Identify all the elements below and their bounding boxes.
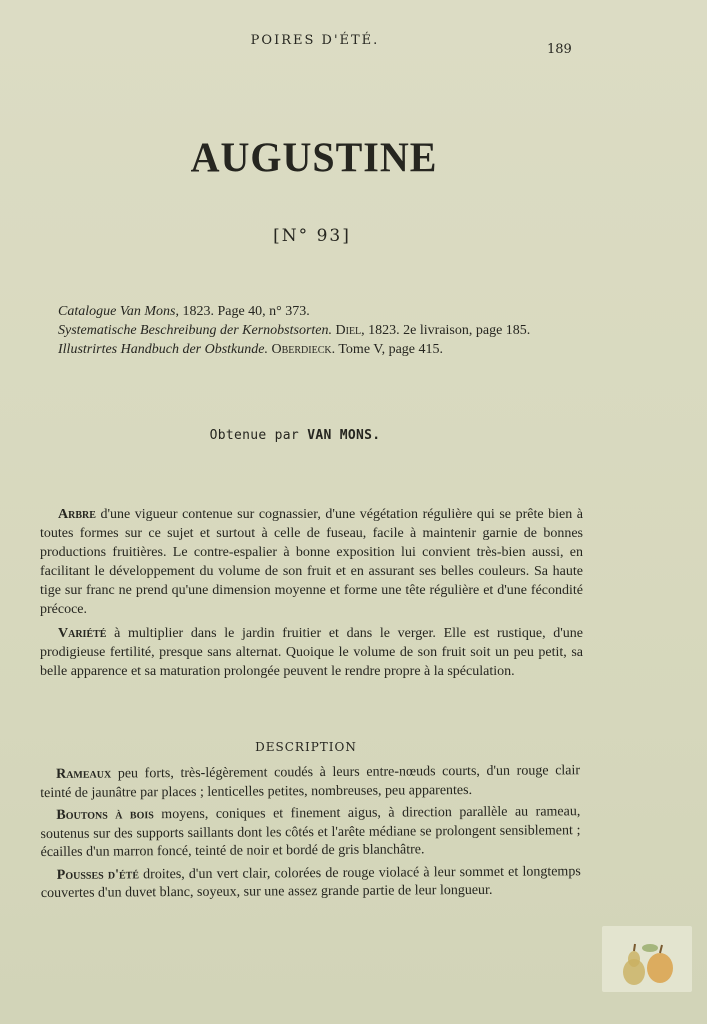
page-number: 189 (547, 42, 572, 57)
page-title: AUGUSTINE (190, 133, 438, 182)
reference-1: Catalogue Van Mons, 1823. Page 40, n° 373. (58, 304, 310, 319)
reference-3: Illustrirtes Handbuch der Obstkunde. Oberdieck. Tome V, page 415. (58, 342, 444, 357)
section-heading: DESCRIPTION (255, 740, 357, 754)
description-text (40, 762, 581, 907)
pear-logo-icon (602, 926, 692, 992)
description-rameaux: Rameaux peu forts, très-légèrement coudés à leurs entre-nœuds courts, d'un rouge clair teinté de jaunâtre par places ; lenticelles petites, nombreuses, peu apparentes. (40, 763, 581, 801)
paragraph-arbre: Arbre d'une vigueur contenue sur cognassier, d'une végétation régulière qui se prête bien à toutes formes sur ce sujet et surtout à celle de fuseau, facile à maintenir garnie de bonnes productions fruitières. Le contre-espalier à bonne exposition lui convient très-bien aussi, en facilitant le développement du volume de son fruit et en assurant ses belles couleurs. Sa haute tige sur franc ne prend qu'une dimension moyenne et forme une tête régulière et d'une fécondité précoce. (40, 507, 583, 617)
paragraph-variete: Variété à multiplier dans le jardin fruitier et dans le verger. Elle est rustique, d'une prodigieuse fertilité, presque sans alternat. Quoique le volume de son fruit soit un peu petit, sa belle apparence et sa maturation prolongée peuvent le rendre propre à la spéculation. (40, 626, 583, 679)
variety-number: [N° 93] (273, 226, 351, 246)
body-text (40, 505, 583, 686)
running-head: POIRES D'ÉTÉ. (250, 33, 380, 48)
description-boutons: Boutons à bois moyens, coniques et finement aigus, à direction parallèle au rameau, soutenus sur des supports saillants dont les côtés et l'arête médiane se prolongent sensiblement ; écailles d'un marron foncé, teinté de noir et bordé de gris blanchâtre. (40, 804, 581, 860)
references (58, 302, 582, 359)
origin-line: Obtenue par VAN MONS. (209, 428, 381, 443)
reference-2: Systematische Beschreibung der Kernobstsorten. Diel, 1823. 2e livraison, page 185. (58, 323, 531, 338)
description-pousses: Pousses d'été droites, d'un vert clair, colorées de rouge violacé à leur sommet et longtemps couvertes d'un duvet blanc, soyeux, sur une assez grande partie de leur longueur. (40, 863, 581, 901)
